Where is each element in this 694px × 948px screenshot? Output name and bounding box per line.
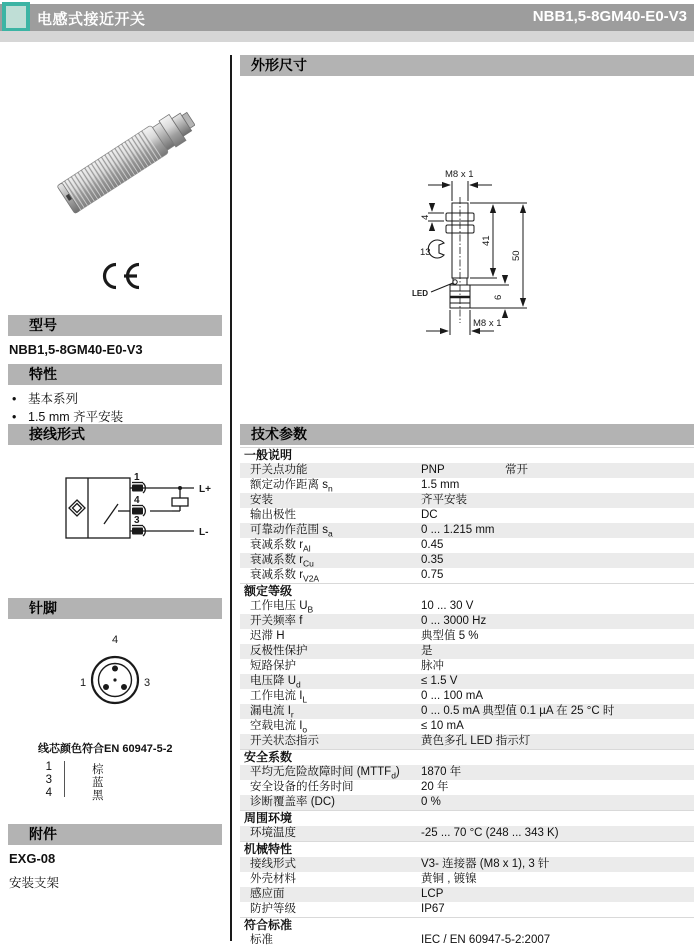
tech-row-value: V3- 连接器 (M8 x 1), 3 针 xyxy=(421,858,550,870)
tech-row xyxy=(240,765,694,780)
tech-row-label: 开关点功能 xyxy=(250,464,308,476)
tech-row-label: 空载电流 $I_o$ xyxy=(250,720,308,735)
tech-row-value: 0.45 xyxy=(421,539,444,551)
tech-group-header: 符合标准 xyxy=(240,917,694,933)
dim-wrench-label: 13 xyxy=(420,247,431,258)
tech-row-label: 工作电压 $U_B$ xyxy=(250,600,314,615)
wiring-pin1-label: 1 xyxy=(134,472,140,483)
section-title-accessories: 附件 xyxy=(29,826,57,842)
pinout-diagram xyxy=(78,632,152,716)
tech-row-value: DC xyxy=(421,509,438,521)
tech-row-label: 迟滞 H xyxy=(250,630,285,642)
tech-row xyxy=(240,614,694,629)
tech-row-label: 环境温度 xyxy=(250,827,296,839)
wiring-diagram xyxy=(58,466,223,550)
tech-row xyxy=(240,553,694,568)
tech-row-value: IP67 xyxy=(421,903,445,915)
tech-row-value: 黄铜 , 镀镍 xyxy=(421,873,477,885)
tech-row-value: 0 ... 0.5 mA 典型值 0.1 µA 在 25 °C 时 xyxy=(421,705,615,717)
tech-row-label: 标准 xyxy=(250,934,273,946)
product-photo xyxy=(45,58,195,253)
tech-row xyxy=(240,780,694,795)
tech-row-value: 0 ... 1.215 mm xyxy=(421,524,495,536)
ce-mark xyxy=(97,258,143,294)
section-title-tech: 技术参数 xyxy=(251,426,307,442)
tech-row-value: 1870 年 xyxy=(421,766,462,778)
tech-row-label: 安装 xyxy=(250,494,273,506)
tech-row-value: 0 % xyxy=(421,796,441,808)
dimension-drawing xyxy=(360,163,600,341)
tech-row-label: 工作电流 $I_L$ xyxy=(250,690,308,705)
tech-row xyxy=(240,523,694,538)
tech-row-value: 齐平安装 xyxy=(421,494,467,506)
wiring-lplus-label: L+ xyxy=(199,484,211,495)
dim-6-label: 6 xyxy=(493,294,504,300)
feature-text: 基本系列 xyxy=(28,392,79,406)
bullet-icon: • xyxy=(12,392,17,406)
tech-row-label: 额定动作距离 $s_n$ xyxy=(250,479,333,494)
tech-row xyxy=(240,508,694,523)
tech-row xyxy=(240,734,694,749)
pinout-top-label: 4 xyxy=(112,634,119,646)
tech-group-header: 安全系数 xyxy=(240,749,694,765)
tech-row-label: 诊断覆盖率 (DC) xyxy=(250,796,335,808)
tech-row-value: 0 ... 100 mA xyxy=(421,690,484,702)
wire-table-divider xyxy=(64,761,65,797)
tech-row xyxy=(240,644,694,659)
tech-row-value: 脉冲 xyxy=(421,660,444,672)
tech-row-value: 0.35 xyxy=(421,554,444,566)
tech-row-value: 是 xyxy=(421,645,433,657)
section-bar-connection xyxy=(8,424,222,445)
wire-color-name: 棕 xyxy=(92,764,104,776)
wire-color-name: 黑 xyxy=(92,790,104,802)
wiring-lminus-label: L- xyxy=(199,527,209,538)
dim-led-label: LED xyxy=(412,289,428,298)
tech-row xyxy=(240,902,694,917)
dim-nut-label: 4 xyxy=(420,214,431,220)
column-divider xyxy=(230,55,232,941)
section-bar-pinout xyxy=(8,598,222,619)
tech-row-value: 典型值 5 % xyxy=(421,630,479,642)
tech-row xyxy=(240,568,694,583)
section-bar-dimensions xyxy=(240,55,694,76)
dim-41-label: 41 xyxy=(481,235,492,246)
tech-row xyxy=(240,674,694,689)
tech-group-header: 周围环境 xyxy=(240,810,694,826)
tech-row-label: 平均无危险故障时间 $(MTTF_d)$ xyxy=(250,766,400,781)
tech-group-header: 一般说明 xyxy=(240,447,694,463)
tech-row-value: 10 ... 30 V xyxy=(421,600,474,612)
section-bar-features xyxy=(8,364,222,385)
tech-row xyxy=(240,689,694,704)
tech-group-header: 机械特性 xyxy=(240,841,694,857)
dim-thread-bottom-label: M8 x 1 xyxy=(473,318,502,329)
tech-row xyxy=(240,872,694,887)
tech-row-value: -25 ... 70 °C (248 ... 343 K) xyxy=(421,827,559,839)
section-title-model: 型号 xyxy=(29,317,57,333)
pinout-left-label: 1 xyxy=(80,677,87,689)
tech-row xyxy=(240,599,694,614)
tech-row xyxy=(240,795,694,810)
dim-thread-top-label: M8 x 1 xyxy=(445,169,474,180)
tech-row-label: 防护等级 xyxy=(250,903,296,915)
pinout-right-label: 3 xyxy=(144,677,151,689)
tech-row-value: LCP xyxy=(421,888,444,900)
bullet-icon: • xyxy=(12,410,17,424)
tech-row-label: 外壳材料 xyxy=(250,873,296,885)
section-title-dimensions: 外形尺寸 xyxy=(251,57,307,73)
tech-row-label: 开关频率 f xyxy=(250,615,303,627)
tech-row-label: 电压降 $U_d$ xyxy=(250,675,301,690)
section-bar-accessories xyxy=(8,824,222,845)
page-title: 电感式接近开关 xyxy=(37,11,146,28)
header-sub-strip xyxy=(0,31,694,42)
tech-row-label: 感应面 xyxy=(250,888,285,900)
tech-row-label: 接线形式 xyxy=(250,858,296,870)
tech-row xyxy=(240,659,694,674)
section-title-features: 特性 xyxy=(29,366,57,382)
tech-row xyxy=(240,463,694,478)
wire-color-name: 蓝 xyxy=(92,777,104,789)
section-bar-model xyxy=(8,315,222,336)
accessory-desc: 安装支架 xyxy=(9,876,60,890)
wire-color-note: 线芯颜色符合EN 60947-5-2 xyxy=(38,743,173,755)
tech-row-value: ≤ 1.5 V xyxy=(421,675,458,687)
tech-row-label: 衰减系数 $r_{Al}$ xyxy=(250,539,311,554)
tech-row xyxy=(240,478,694,493)
brand-square-icon xyxy=(2,2,30,32)
header-model-number: NBB1,5-8GM40-E0-V3 xyxy=(532,8,687,25)
dim-50-label: 50 xyxy=(511,250,522,261)
tech-table xyxy=(240,447,694,948)
wire-pin-number: 4 xyxy=(45,787,52,799)
tech-row xyxy=(240,629,694,644)
tech-row-value: IEC / EN 60947-5-2:2007 xyxy=(421,934,551,946)
section-bar-tech xyxy=(240,424,694,445)
tech-row-value: 黄色多孔 LED 指示灯 xyxy=(421,735,531,747)
tech-group-header: 额定等级 xyxy=(240,583,694,599)
wiring-pin4-label: 4 xyxy=(134,495,140,506)
accessory-model: EXG-08 xyxy=(9,851,56,866)
tech-row-label: 短路保护 xyxy=(250,660,296,672)
tech-row-value: 0 ... 3000 Hz xyxy=(421,615,487,627)
tech-row-value: PNP xyxy=(421,464,445,476)
wiring-pin3-label: 3 xyxy=(134,515,140,526)
tech-row-value2: 常开 xyxy=(505,464,528,476)
tech-row xyxy=(240,493,694,508)
tech-row-value: 0.75 xyxy=(421,569,444,581)
tech-row xyxy=(240,857,694,872)
tech-row-value: 20 年 xyxy=(421,781,449,793)
tech-row-value: 1.5 mm xyxy=(421,479,460,491)
tech-row-label: 输出极性 xyxy=(250,509,296,521)
tech-row-label: 可靠动作范围 $s_a$ xyxy=(250,524,333,539)
wire-pin-number: 3 xyxy=(45,774,52,786)
tech-row xyxy=(240,887,694,902)
tech-row-label: 安全设备的任务时间 xyxy=(250,781,354,793)
feature-item xyxy=(12,407,222,425)
wire-pin-number: 1 xyxy=(45,761,52,773)
feature-text: 1.5 mm 齐平安装 xyxy=(28,410,124,424)
tech-row-label: 反极性保护 xyxy=(250,645,308,657)
tech-row-label: 衰减系数 $r_{Cu}$ xyxy=(250,554,314,569)
tech-row-value: ≤ 10 mA xyxy=(421,720,464,732)
tech-row xyxy=(240,704,694,719)
tech-row xyxy=(240,826,694,841)
model-number-value: NBB1,5-8GM40-E0-V3 xyxy=(9,342,143,357)
tech-row-label: 开关状态指示 xyxy=(250,735,319,747)
feature-item xyxy=(12,389,222,407)
tech-row-label: 漏电流 $I_r$ xyxy=(250,705,294,720)
tech-row-label: 衰减系数 $r_{V2A}$ xyxy=(250,569,320,584)
section-title-connection: 接线形式 xyxy=(29,426,85,442)
tech-row xyxy=(240,719,694,734)
section-title-pinout: 针脚 xyxy=(29,600,57,616)
tech-row xyxy=(240,538,694,553)
